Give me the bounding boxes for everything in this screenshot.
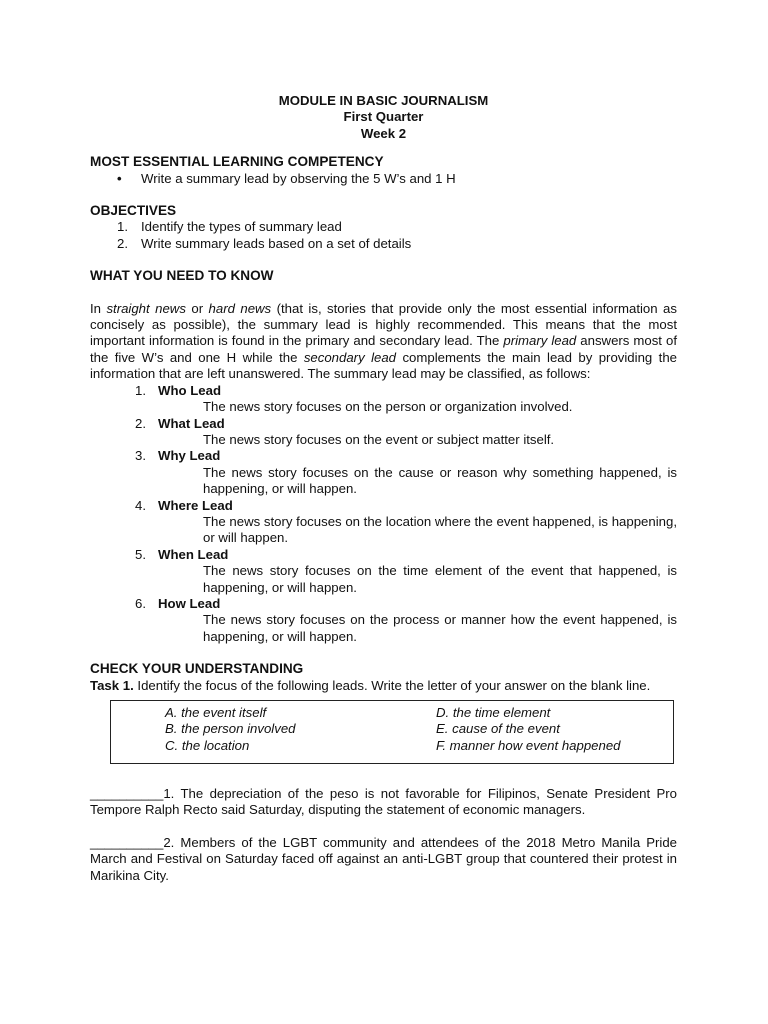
option-item: C. the location	[165, 737, 250, 753]
lead-title: When Lead	[158, 546, 229, 562]
option-item: B. the person involved	[165, 721, 296, 737]
option-item: A. the event itself	[165, 705, 267, 720]
straight-news-term: straight news	[106, 300, 186, 316]
lead-number: 6.	[135, 595, 146, 611]
options-column-right	[436, 705, 621, 754]
lead-title: What Lead	[158, 415, 225, 431]
lead-type-item	[135, 416, 677, 432]
option-item: F. manner how event happened	[436, 737, 621, 753]
summary-lead-paragraph	[90, 301, 677, 383]
lead-number: 3.	[135, 448, 146, 464]
question-item	[90, 786, 677, 819]
paragraph-text: complements the main lead by providing the information that are left unanswered. The summary lead may be classified, as follows:	[90, 349, 677, 382]
task-text: Identify the focus of the following leads. Write the letter of your answer on the blank line.	[133, 677, 651, 693]
lead-description: The news story focuses on the person or organization involved.	[203, 399, 573, 415]
document-content	[90, 93, 677, 884]
objective-text: Identify the types of summary lead	[141, 219, 342, 235]
objective-text: Write summary leads based on a set of details	[141, 235, 412, 251]
lead-type-item	[135, 498, 677, 514]
lead-type-item	[135, 596, 677, 612]
lead-number: 2.	[135, 415, 146, 431]
lead-description: The news story focuses on the event or subject matter itself.	[203, 431, 555, 447]
module-title: MODULE IN BASIC JOURNALISM	[278, 93, 489, 108]
check-heading: CHECK YOUR UNDERSTANDING	[90, 661, 304, 677]
lead-description: The news story focuses on the time element of the event that happened, is happening, or will happen.	[203, 563, 677, 595]
objective-number: 1.	[117, 219, 128, 235]
lead-type-item	[135, 448, 677, 464]
question-text: 2. Members of the LGBT community and attendees of the 2018 Metro Manila Pride March and Festival on Saturday faced off against an anti-LGBT group that countered their protest in Marikina City.	[90, 834, 677, 883]
answer-blank[interactable]: __________	[90, 786, 164, 801]
lead-number: 4.	[135, 497, 146, 513]
primary-lead-term: primary lead	[503, 333, 577, 349]
know-heading: WHAT YOU NEED TO KNOW	[90, 268, 274, 284]
lead-description: The news story focuses on the process or manner how the event happened, is happening, or will happen.	[203, 612, 677, 644]
objectives-heading: OBJECTIVES	[90, 203, 177, 219]
objective-item	[117, 219, 677, 235]
answer-blank[interactable]: __________	[90, 834, 164, 850]
lead-number: 1.	[135, 382, 146, 398]
task-instruction	[90, 678, 677, 694]
question-text: 1. The depreciation of the peso is not favorable for Filipinos, Senate President Pro Tempore Ralph Recto said Saturday, disputing the statement of economic managers.	[90, 786, 677, 818]
paragraph-text: or	[185, 300, 209, 316]
paragraph-text: answers most of the five W’s and one H while the	[90, 333, 677, 365]
lead-description: The news story focuses on the location where the event happened, is happening, or will happen.	[203, 513, 677, 546]
task-label: Task 1.	[90, 677, 134, 693]
lead-description: The news story focuses on the cause or reason why something happened, is happening, or will happen.	[203, 464, 677, 497]
lead-title: Who Lead	[158, 382, 222, 398]
secondary-lead-term: secondary lead	[303, 349, 397, 365]
melc-heading: MOST ESSENTIAL LEARNING COMPETENCY	[90, 154, 384, 170]
week-label: Week 2	[360, 125, 407, 141]
paragraph-text: (that is, stories that provide only the most essential information as concisely as possible), the summary lead is highly recommended. This means that the most important information is found in the primary and secondary lead. The	[90, 300, 677, 349]
lead-type-item	[135, 547, 677, 563]
option-item: E. cause of the event	[436, 721, 560, 737]
lead-type-item	[135, 383, 677, 399]
paragraph-text: In	[90, 300, 107, 316]
melc-bullet-item	[117, 171, 677, 187]
question-item	[90, 835, 677, 884]
quarter-label: First Quarter	[343, 109, 424, 125]
lead-number: 5.	[135, 546, 146, 562]
bullet-icon: •	[117, 170, 122, 186]
hard-news-term: hard news	[208, 300, 272, 316]
lead-title: Why Lead	[158, 448, 221, 464]
objective-number: 2.	[117, 235, 128, 251]
lead-title: Where Lead	[158, 497, 233, 513]
lead-title: How Lead	[158, 595, 221, 611]
objective-item	[117, 236, 677, 252]
answer-options-box	[110, 700, 674, 764]
options-column-left	[165, 705, 296, 754]
option-item: D. the time element	[436, 705, 551, 720]
melc-item-text: Write a summary lead by observing the 5 W’s and 1 H	[141, 170, 456, 186]
